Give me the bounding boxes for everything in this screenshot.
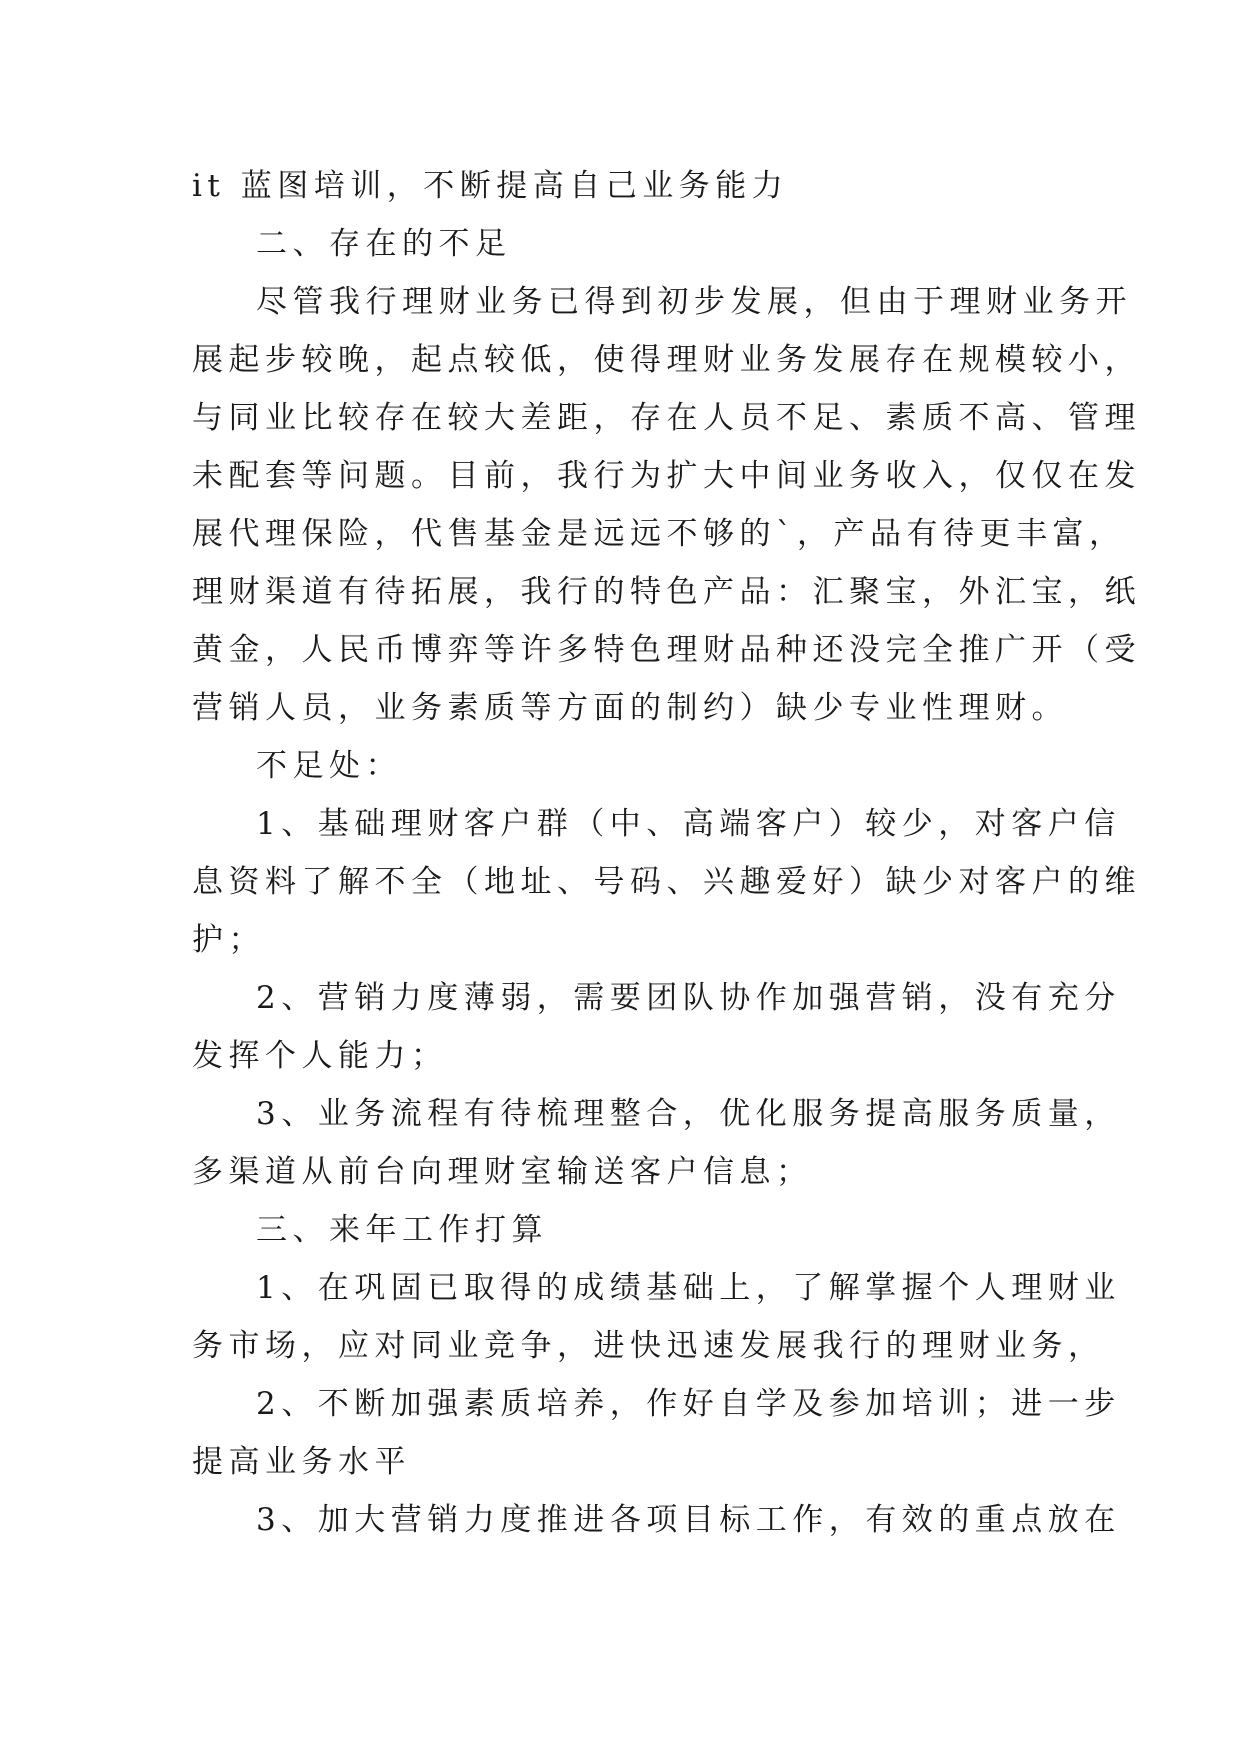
text-line: 营销人员，业务素质等方面的制约）缺少专业性理财。 [192,690,1068,726]
list-item-line: 3、业务流程有待梳理整合，优化服务提高服务质量， [256,1096,1121,1132]
text-line: 护； [192,922,265,958]
text-line: 展起步较晚，起点较低，使得理财业务发展存在规模较小， [192,342,1141,378]
text-line: 展代理保险，代售基金是远远不够的`，产品有待更丰富， [192,516,1126,552]
text-line: 不足处： [256,748,402,784]
text-line: 黄金，人民币博弈等许多特色理财品种还没完全推广开（受 [192,632,1141,668]
list-item-line: 1、基础理财客户群（中、高端客户）较少，对客户信 [256,806,1121,842]
text-line: 提高业务水平 [192,1444,411,1480]
list-item-line: 2、营销力度薄弱，需要团队协作加强营销，没有充分 [256,980,1121,1016]
text-line: 理财渠道有待拓展，我行的特色产品：汇聚宝，外汇宝，纸 [192,574,1141,610]
text-line: it 蓝图培训，不断提高自己业务能力 [192,168,789,204]
text-line: 尽管我行理财业务已得到初步发展，但由于理财业务开 [256,284,1132,320]
list-item-line: 3、加大营销力度推进各项目标工作，有效的重点放在 [256,1502,1121,1538]
list-item-line: 2、不断加强素质培养，作好自学及参加培训；进一步 [256,1386,1121,1422]
text-line: 与同业比较存在较大差距，存在人员不足、素质不高、管理 [192,400,1141,436]
text-line: 务市场，应对同业竞争，进快迅速发展我行的理财业务， [192,1328,1105,1364]
section-heading: 三、来年工作打算 [256,1212,548,1248]
text-line: 多渠道从前台向理财室输送客户信息； [192,1154,813,1190]
text-line: 未配套等问题。目前，我行为扩大中间业务收入，仅仅在发 [192,458,1141,494]
text-line: 发挥个人能力； [192,1038,448,1074]
text-line: 息资料了解不全（地址、号码、兴趣爱好）缺少对客户的维 [192,864,1141,900]
list-item-line: 1、在巩固已取得的成绩基础上，了解掌握个人理财业 [256,1270,1121,1306]
section-heading: 二、存在的不足 [256,226,512,262]
